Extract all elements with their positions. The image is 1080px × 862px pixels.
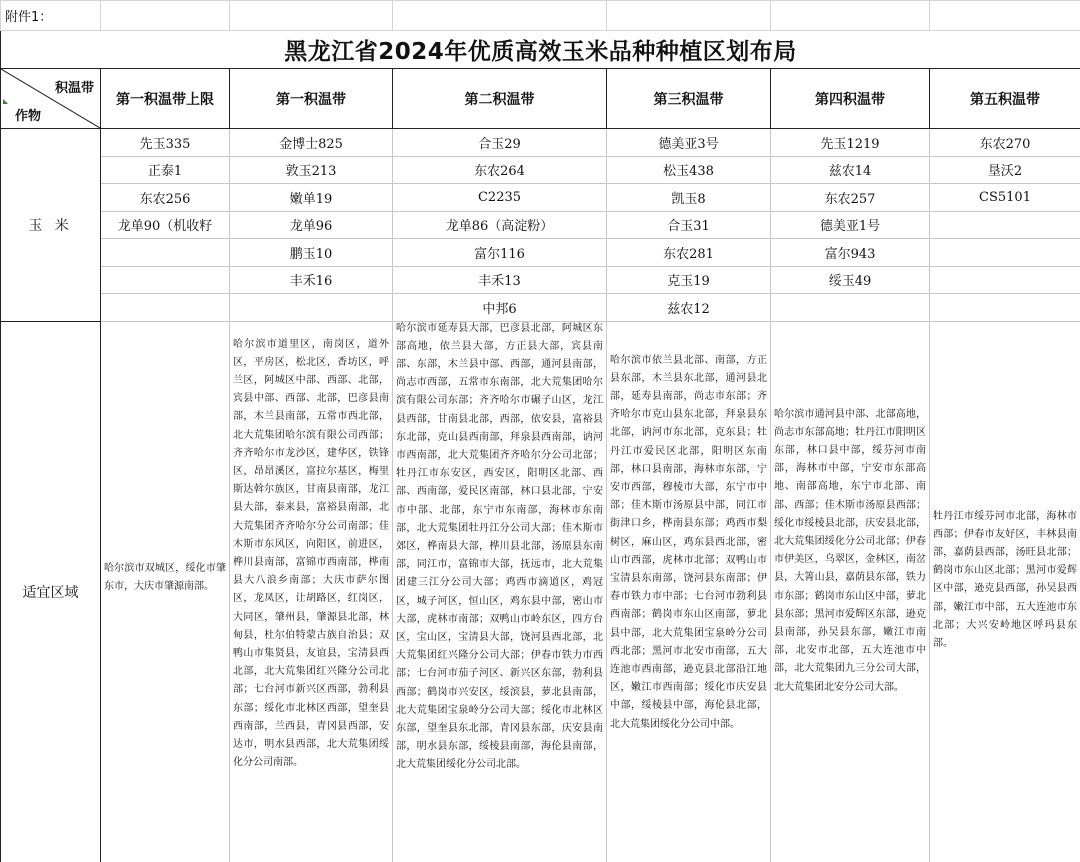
variety-row [1, 211, 1080, 239]
variety-cell[interactable]: 东农257 [771, 184, 930, 212]
crop-label[interactable]: 玉 米 [1, 129, 101, 322]
zone-header[interactable]: 第三积温带 [607, 69, 771, 129]
variety-cell[interactable] [101, 239, 230, 267]
variety-cell[interactable]: 敦玉213 [230, 156, 393, 184]
variety-row [1, 266, 1080, 294]
table-title[interactable]: 黑龙江省2024年优质高效玉米品种种植区划布局 [1, 31, 1080, 69]
area-text: 哈尔滨市双城区，绥化市肇东市，大庆市肇源南部。 [104, 562, 226, 592]
area-cell[interactable] [230, 321, 393, 862]
variety-cell[interactable] [101, 266, 230, 294]
variety-cell[interactable]: 中邦6 [393, 294, 607, 322]
variety-cell[interactable]: 龙单86（高淀粉） [393, 211, 607, 239]
variety-cell[interactable] [771, 294, 930, 322]
variety-cell[interactable]: 凯玉8 [607, 184, 771, 212]
variety-cell[interactable]: 克玉19 [607, 266, 771, 294]
variety-cell[interactable]: C2235 [393, 184, 607, 212]
variety-cell[interactable]: 东农281 [607, 239, 771, 267]
variety-row [1, 184, 1080, 212]
title-row [1, 31, 1080, 69]
header-row [1, 69, 1080, 129]
variety-cell[interactable]: 金博士825 [230, 129, 393, 157]
area-text: 哈尔滨市通河县中部、北部高地，尚志市东部高地；牡丹江市阳明区东部，林口县中部，绥芬河市南部，海林市中部，宁安市东部高地、南部高地，东宁市北部、南部、西部；佳木斯市汤原县西部；绥化市绥棱县北部，庆安县北部，北大荒集团绥化分公司北部；伊春市伊美区，乌翠区，金林区，南岔县，大箐山县，嘉荫县东部，铁力市东部；鹤岗市东山区中部，萝北县东部；黑河市爱辉区东部，逊克县南部，孙吴县东部，嫩江市南部，北安市北部，五大连池市中部，北大荒集团九三分公司大部，北大荒集团北安分公司大部。 [774, 408, 926, 693]
empty-cell[interactable] [607, 1, 771, 31]
zone-header[interactable]: 第一积温带 [230, 69, 393, 129]
variety-cell[interactable] [230, 294, 393, 322]
empty-cell[interactable] [771, 1, 930, 31]
variety-cell[interactable]: 先玉1219 [771, 129, 930, 157]
corner-label-zone: 积温带 [54, 81, 94, 96]
variety-cell[interactable]: 正泰1 [101, 156, 230, 184]
area-text: 哈尔滨市依兰县北部、南部，方正县东部，木兰县东北部，通河县北部，延寿县南部，尚志市东部；齐齐哈尔市克山县东北部，拜泉县东北部，讷河市东北部，克东县；牡丹江市爱民区北部，阳明区东南部，林口县南部，海林市东部，宁安市西部，穆棱市大部，东宁市中部；佳木斯市汤原县中部，同江市街津口乡，桦南县东部；鸡西市梨树区，麻山区，鸡东县西北部，密山市西部，虎林市北部；双鸭山市宝清县东南部，饶河县东南部；伊春市铁力市中部；七台河市勃利县西南部；鹤岗市东山区南部，萝北县中部，北大荒集团宝泉岭分公司西北部；黑河市北安市南部，五大连池市西南部，逊克县北部沿江地区，嫩江市西南部；绥化市庆安县中部，绥棱县中部，海伦县北部，北大荒集团绥化分公司中部。 [610, 354, 767, 730]
diagonal-header-cell[interactable] [1, 69, 101, 129]
variety-cell[interactable] [930, 239, 1080, 267]
variety-cell[interactable]: 富尔116 [393, 239, 607, 267]
area-cell[interactable] [393, 321, 607, 862]
empty-cell[interactable] [230, 1, 393, 31]
cell-marker-icon [3, 99, 8, 104]
suitable-area-row [1, 321, 1080, 862]
variety-cell[interactable]: 龙单90（机收籽 [101, 211, 230, 239]
zone-header[interactable]: 第二积温带 [393, 69, 607, 129]
area-text: 牡丹江市绥芬河市北部，海林市西部；伊春市友好区，丰林县南部，嘉荫县西部，汤旺县北部；鹤岗市东山区北部；黑河市爱辉区中部，逊克县西部，孙吴县西部，嫩江市中部，五大连池市东北部；大兴安岭地区呼玛县东部。 [933, 510, 1077, 649]
zone-header[interactable]: 第五积温带 [930, 69, 1080, 129]
variety-row [1, 239, 1080, 267]
area-text: 哈尔滨市延寿县大部，巴彦县北部，阿城区东部高地，依兰县大部，方正县大部，宾县南部、东部，木兰县中部、西部，通河县南部，尚志市西部，五常市东南部，北大荒集团哈尔滨有限公司东部；齐齐哈尔市碾子山区，龙江县西部，甘南县北部，西部，依安县，富裕县东北部，克山县西南部，拜泉县西南部，讷河市西南部，北大荒集团齐齐哈尔分公司北部；牡丹江市东安区，西安区，阳明区北部、西部、西南部，爱民区南部，林口县北部，宁安市中部、北部，东宁市东南部，海林市东南部，北大荒集团牡丹江分公司大部；佳木斯市郊区，桦南县大部，桦川县北部，汤原县东南部，同江市，富锦市大部，抚远市，北大荒集团建三江分公司大部；鸡西市滴道区，鸡冠区，城子河区，恒山区，鸡东县中部，密山市大部，虎林市南部；双鸭山市岭东区，四方台区，宝山区，宝清县大部，饶河县西北部，北大荒集团红兴隆分公司大部；伊春市铁力市西部；七台河市茄子河区、新兴区东部，勃利县西部；鹤岗市兴安区，绥滨县，萝北县南部，北大荒集团宝泉岭分公司大部；绥化市北林区东部，望奎县东北部，青冈县东部，庆安县南部，明水县东部，绥棱县南部，海伦县南部，北大荒集团绥化分公司北部。 [396, 322, 603, 771]
variety-cell[interactable]: 东农256 [101, 184, 230, 212]
empty-cell[interactable] [393, 1, 607, 31]
variety-cell[interactable]: 兹农14 [771, 156, 930, 184]
variety-cell[interactable]: 先玉335 [101, 129, 230, 157]
variety-cell[interactable]: 富尔943 [771, 239, 930, 267]
variety-cell[interactable]: 兹农12 [607, 294, 771, 322]
attachment-row [1, 1, 1080, 31]
variety-cell[interactable]: 德美亚3号 [607, 129, 771, 157]
variety-cell[interactable] [930, 211, 1080, 239]
variety-cell[interactable]: 垦沃2 [930, 156, 1080, 184]
variety-cell[interactable]: 合玉31 [607, 211, 771, 239]
variety-row [1, 129, 1080, 157]
area-cell[interactable] [930, 321, 1080, 862]
zone-header[interactable]: 第四积温带 [771, 69, 930, 129]
area-cell[interactable] [607, 321, 771, 862]
variety-row [1, 156, 1080, 184]
variety-cell[interactable] [930, 266, 1080, 294]
variety-cell[interactable]: 丰禾16 [230, 266, 393, 294]
variety-row [1, 294, 1080, 322]
variety-cell[interactable]: CS5101 [930, 184, 1080, 212]
variety-cell[interactable]: 丰禾13 [393, 266, 607, 294]
variety-cell[interactable]: 龙单96 [230, 211, 393, 239]
empty-cell[interactable] [101, 1, 230, 31]
variety-cell[interactable]: 合玉29 [393, 129, 607, 157]
variety-cell[interactable]: 嫩单19 [230, 184, 393, 212]
area-label[interactable]: 适宜区域 [1, 321, 101, 862]
area-cell[interactable] [101, 321, 230, 862]
corner-label-crop: 作物 [15, 109, 42, 124]
variety-cell[interactable]: 东农270 [930, 129, 1080, 157]
variety-cell[interactable]: 鹏玉10 [230, 239, 393, 267]
area-text: 哈尔滨市道里区，南岗区，道外区，平房区，松北区，香坊区，呼兰区，阿城区中部、西部、北部，宾县中部、西部、北部，巴彦县南部，木兰县南部，五常市西北部，北大荒集团哈尔滨有限公司西部；齐齐哈尔市龙沙区，建华区，铁锋区，昂昂溪区，富拉尔基区，梅里斯达斡尔族区，甘南县南部，龙江县大部，泰来县，富裕县南部，北大荒集团齐齐哈尔分公司南部；佳木斯市东风区，向阳区，前进区，桦川县南部，富锦市西南部，桦南县大八浪乡南部；大庆市萨尔图区，龙凤区，让胡路区，红岗区，大同区，肇州县，肇源县北部，林甸县，杜尔伯特蒙古族自治县；双鸭山市集贤县，友谊县，宝清县西北部，北大荒集团红兴隆分公司北部；七台河市新兴区西部，勃利县东部；绥化市北林区西部，望奎县西南部，兰西县，青冈县西部，安达市，明水县西部，北大荒集团绥化分公司南部。 [233, 338, 389, 769]
variety-cell[interactable]: 松玉438 [607, 156, 771, 184]
variety-cell[interactable]: 绥玉49 [771, 266, 930, 294]
variety-cell[interactable] [930, 294, 1080, 322]
attachment-label[interactable]: 附件1： [1, 1, 101, 31]
empty-cell[interactable] [930, 1, 1080, 31]
variety-cell[interactable]: 德美亚1号 [771, 211, 930, 239]
variety-cell[interactable]: 东农264 [393, 156, 607, 184]
zone-header[interactable]: 第一积温带上限 [101, 69, 230, 129]
variety-cell[interactable] [101, 294, 230, 322]
area-cell[interactable] [771, 321, 930, 862]
